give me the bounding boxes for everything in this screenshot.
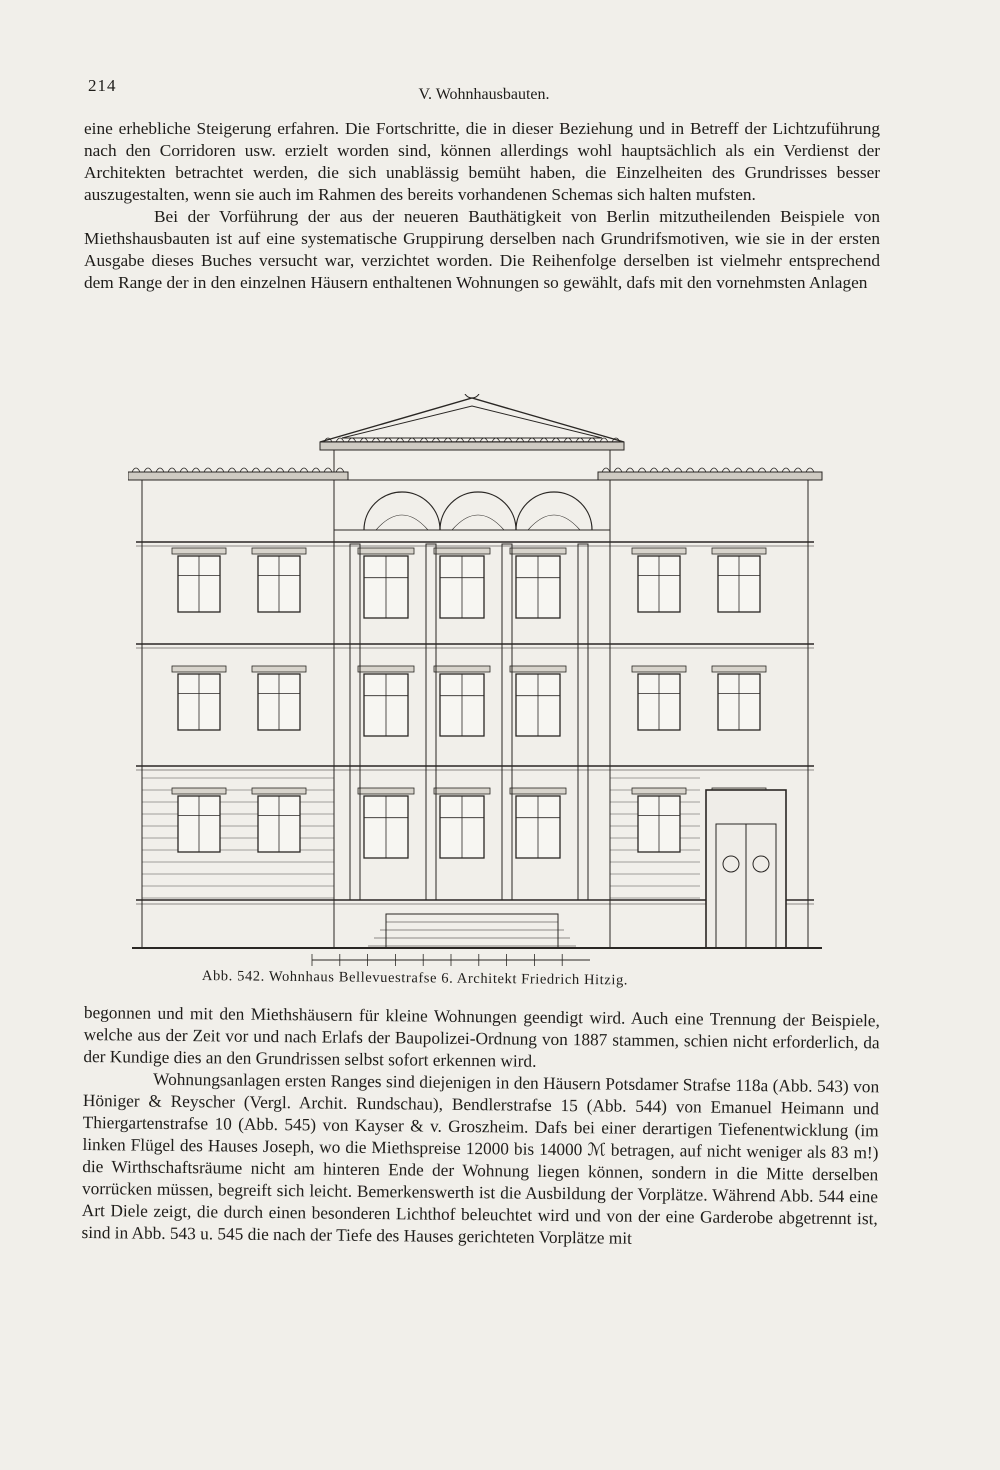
cornice-ornament xyxy=(746,468,754,472)
page-number: 214 xyxy=(88,76,117,95)
pilaster xyxy=(502,544,512,900)
frieze xyxy=(334,480,610,530)
cornice xyxy=(320,442,624,450)
pilaster xyxy=(350,544,360,900)
paragraph: begonnen und mit den Miethshäusern für kleine Wohnungen geendigt wird. Auch eine Trennung der Beispiele, welche aus der Zeit vor und nach Erlafs der Baupolizei-Ordnung von 1887 stammen, schien nicht erforderlich, da der Kundige dies an den Grundrissen selbst sofort erkennen wird. xyxy=(83,1002,880,1071)
window-lintel xyxy=(172,666,226,672)
building-facade-illustration xyxy=(128,394,828,978)
cornice-ornament xyxy=(216,468,224,472)
cornice-ornament xyxy=(144,468,152,472)
window-lintel xyxy=(712,548,766,554)
pilaster xyxy=(426,544,436,900)
window-lintel xyxy=(434,666,490,672)
paragraph: Bei der Vorführung der aus der neueren Bauthätigkeit von Berlin mitzutheilenden Beispiele von Miethshausbauten ist auf eine systematische Gruppirung derselben nach Grundrifsmotiven, wie sie in der ersten Ausgabe dieses Buches versucht war, verzichtet worden. Die Reihenfolge derselben ist vielmehr entsprechend dem Range der in den einzelnen Häusern enthaltenen Wohnungen so gewählt, dafs mit den vornehmsten Anlagen xyxy=(84,207,880,292)
window-lintel xyxy=(252,788,306,794)
window-lintel xyxy=(172,788,226,794)
cornice-ornament xyxy=(626,468,634,472)
paragraph: Wohnungsanlagen ersten Ranges sind diejenigen in den Häusern Potsdamer Strafse 118a (Abb. 543) von Höniger & Reyscher (Vergl. Archit. Rundschau), Bendlerstrafse 15 (Abb. 544) von Emanuel Heimann und Thiergartenstrafse 10 (Abb. 545) von Kayser & v. Groszheim. Dafs bei einer derartigen Tiefenentwicklung (im linken Flügel des Hauses Joseph, wo die Miethspreise 12000 bis 14000 ℳ betragen, auf nicht weniger als 83 m!) die Wirthschaftsräume nicht am hinteren Ende der Wohnung liegen können, sondern in die Mitte derselben vorrücken müssen, begreift sich leicht. Bemerkenswerth ist die Ausbildung der Vorplätze. Während Abb. 544 eine Art Diele zeigt, die durch einen besonderen Lichthof beleuchtet wird und von der eine Garderobe abgetrennt ist, sind in Abb. 543 u. 545 die nach der Tiefe des Hauses gerichteten Vorplätze mit xyxy=(81,1069,880,1248)
cornice-ornament xyxy=(240,468,248,472)
window-lintel xyxy=(632,666,686,672)
page-header xyxy=(88,76,880,106)
cornice-ornament xyxy=(252,468,260,472)
text-block-bottom xyxy=(81,1002,879,1252)
pediment xyxy=(320,398,624,442)
cornice-ornament xyxy=(264,468,272,472)
cornice-ornament xyxy=(758,468,766,472)
cornice-ornament xyxy=(734,468,742,472)
window-lintel xyxy=(632,788,686,794)
window-lintel xyxy=(434,548,490,554)
cornice-ornament xyxy=(722,468,730,472)
lunette-arch xyxy=(364,492,440,530)
running-title: V. Wohnhausbauten. xyxy=(418,86,550,103)
cornice-ornament xyxy=(300,468,308,472)
window-lintel xyxy=(434,788,490,794)
cornice-ornament xyxy=(288,468,296,472)
window-lintel xyxy=(172,548,226,554)
cornice-ornament xyxy=(336,468,344,472)
pilaster xyxy=(578,544,588,900)
cornice-ornament xyxy=(312,468,320,472)
figure-caption: Abb. 542. Wohnhaus Bellevuestrafse 6. Architekt Friedrich Hitzig. xyxy=(201,968,629,989)
text-block-top xyxy=(84,118,880,294)
cornice-ornament xyxy=(686,468,694,472)
cornice-ornament xyxy=(192,468,200,472)
cornice-ornament xyxy=(156,468,164,472)
cornice-ornament xyxy=(602,468,610,472)
window-lintel xyxy=(510,548,566,554)
window-lintel xyxy=(358,548,414,554)
window-lintel xyxy=(358,788,414,794)
lunette-arch xyxy=(440,492,516,530)
cornice xyxy=(128,472,348,480)
cornice-ornament xyxy=(276,468,284,472)
window-lintel xyxy=(510,788,566,794)
window-lintel xyxy=(252,548,306,554)
lunette-arch xyxy=(516,492,592,530)
cornice-ornament xyxy=(794,468,802,472)
window-lintel xyxy=(632,548,686,554)
cornice-ornament xyxy=(674,468,682,472)
lunette-relief xyxy=(376,515,428,530)
cornice xyxy=(598,472,822,480)
window-lintel xyxy=(712,666,766,672)
lunette-relief xyxy=(528,515,580,530)
cornice-ornament xyxy=(638,468,646,472)
cornice-ornament xyxy=(650,468,658,472)
cornice-ornament xyxy=(132,468,140,472)
cornice-ornament xyxy=(782,468,790,472)
cornice-ornament xyxy=(228,468,236,472)
cornice-ornament xyxy=(168,468,176,472)
cornice-ornament xyxy=(770,468,778,472)
entrance-steps xyxy=(386,914,558,948)
paragraph: eine erhebliche Steigerung erfahren. Die Fortschritte, die in dieser Beziehung und in Betreff der Lichtzuführung nach den Corridoren usw. erzielt worden sind, können allerdings wohl hauptsächlich als ein Verdienst der Architekten betrachtet werden, die sich unablässig bemüht haben, die Einzelheiten des Grundrisses besser auszugestalten, wenn sie auch im Rahmen des bereits vorhandenen Schemas sich halten mufsten. xyxy=(84,119,880,204)
cornice-ornament xyxy=(614,468,622,472)
cornice-ornament xyxy=(806,468,814,472)
cornice-ornament xyxy=(710,468,718,472)
cornice-ornament xyxy=(698,468,706,472)
facade-engraving xyxy=(128,394,828,978)
cornice-ornament xyxy=(662,468,670,472)
window-lintel xyxy=(358,666,414,672)
window-lintel xyxy=(252,666,306,672)
pediment-inner xyxy=(342,406,602,438)
cornice-ornament xyxy=(324,468,332,472)
cornice-ornament xyxy=(180,468,188,472)
window-lintel xyxy=(510,666,566,672)
lunette-relief xyxy=(452,515,504,530)
cornice-ornament xyxy=(204,468,212,472)
